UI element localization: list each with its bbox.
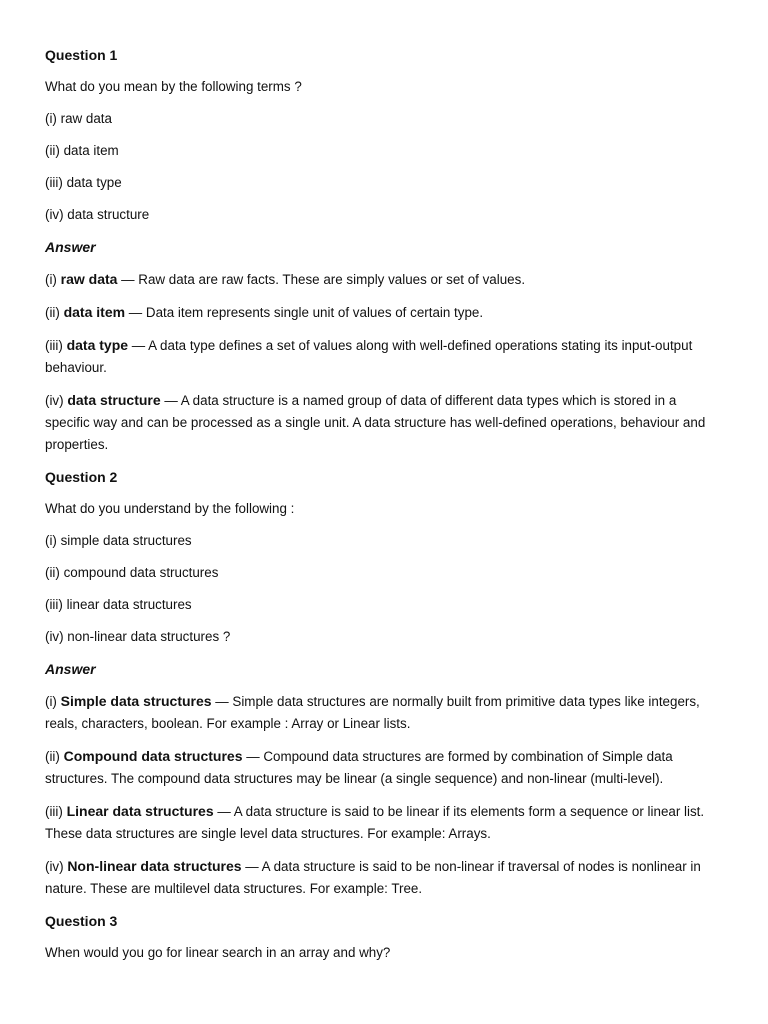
answer-text: — Raw data are raw facts. These are simply values or set of values. xyxy=(117,272,526,287)
question-1-heading: Question 1 xyxy=(45,47,118,63)
answer-text: — A data type defines a set of values along with well-defined operations stating its input-output behaviour. xyxy=(45,338,693,375)
answer-2-item xyxy=(45,690,723,735)
answer-prefix: (iii) xyxy=(45,804,67,819)
answer-1-item xyxy=(45,334,723,379)
question-2-heading: Question 2 xyxy=(45,469,118,485)
question-2-item: (iv) non-linear data structures ? xyxy=(45,629,231,644)
answer-term: Non-linear data structures xyxy=(67,858,242,874)
question-3-prompt: When would you go for linear search in an array and why? xyxy=(45,945,391,960)
answer-prefix: (iv) xyxy=(45,393,68,408)
answer-1-item xyxy=(45,268,723,291)
question-1-prompt: What do you mean by the following terms ? xyxy=(45,79,302,94)
answer-term: Linear data structures xyxy=(66,803,214,819)
answer-2-item xyxy=(45,800,723,845)
question-2-item: (i) simple data structures xyxy=(45,533,192,548)
answer-term: data type xyxy=(66,337,129,353)
answer-text: — A data structure is said to be linear if its elements form a sequence or linear list. These data structures are single level data structures. For example: Arrays. xyxy=(45,804,705,841)
answer-prefix: (ii) xyxy=(45,749,64,764)
answer-text: — A data structure is a named group of data of different data types which is stored in a specific way and can be processed as a single unit. A data structure has well-defined operations, behaviour and properties. xyxy=(45,393,706,452)
question-2-item: (ii) compound data structures xyxy=(45,565,219,580)
answer-1-item xyxy=(45,389,723,456)
answer-prefix: (iv) xyxy=(45,859,68,874)
question-1-item: (iv) data structure xyxy=(45,207,150,222)
question-2-prompt: What do you understand by the following : xyxy=(45,501,295,516)
answer-prefix: (i) xyxy=(45,694,61,709)
answer-prefix: (iii) xyxy=(45,338,67,353)
answer-term: data structure xyxy=(67,392,161,408)
question-1-item: (iii) data type xyxy=(45,175,122,190)
answer-prefix: (ii) xyxy=(45,305,64,320)
answer-2-item xyxy=(45,855,723,900)
question-1-item: (i) raw data xyxy=(45,111,112,126)
question-3-heading: Question 3 xyxy=(45,913,118,929)
answer-term: Compound data structures xyxy=(63,748,243,764)
answer-text: — Data item represents single unit of values of certain type. xyxy=(125,305,484,320)
answer-2-item xyxy=(45,745,723,790)
answer-term: Simple data structures xyxy=(60,693,212,709)
answer-term: raw data xyxy=(60,271,118,287)
answer-2-heading: Answer xyxy=(45,661,96,677)
question-2-item: (iii) linear data structures xyxy=(45,597,192,612)
answer-text: — A data structure is said to be non-linear if traversal of nodes is nonlinear in nature. These are multilevel data structures. For example: Tree. xyxy=(45,859,701,896)
answer-1-heading: Answer xyxy=(45,239,96,255)
answer-1-item xyxy=(45,301,723,324)
answer-text: — Compound data structures are formed by combination of Simple data structures. The compound data structures may be linear (a single sequence) and non-linear (multi-level). xyxy=(45,749,673,786)
question-1-item: (ii) data item xyxy=(45,143,119,158)
answer-prefix: (i) xyxy=(45,272,61,287)
answer-text: — Simple data structures are normally built from primitive data types like integers, reals, characters, boolean. For example : Array or Linear lists. xyxy=(45,694,700,731)
answer-term: data item xyxy=(63,304,126,320)
